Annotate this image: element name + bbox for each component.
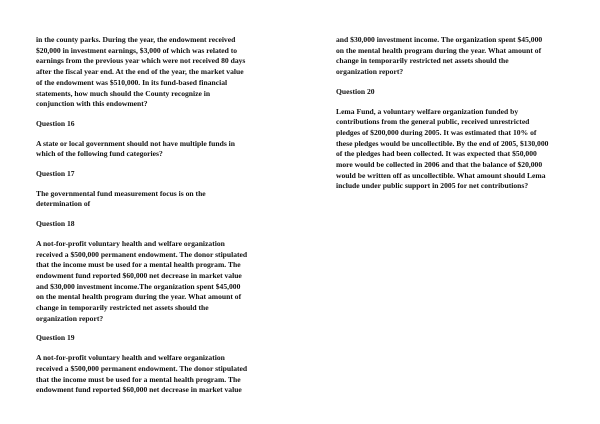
text-line: endowment fund reported $60,000 net decrease in market value	[36, 385, 242, 395]
text-line: of the pledges had been collected. It was expected that $50,000	[336, 149, 537, 159]
text-line: would be written off as uncollectible. What amount should Lema	[336, 170, 546, 180]
question-20-heading: Question 20	[336, 86, 375, 96]
text-line: $20,000 in investment earnings, $3,000 of which was related to	[36, 45, 238, 55]
question-19-continuation	[336, 35, 566, 78]
text-line: and $30,000 investment income.The organization spent $45,000	[36, 281, 241, 291]
right-column	[336, 35, 566, 192]
text-line: determination of	[36, 199, 91, 209]
text-line: A state or local government should not have multiple funds in	[36, 138, 236, 148]
question-16-heading: Question 16	[36, 118, 75, 128]
text-line: organization report?	[336, 67, 404, 77]
text-line: received a $500,000 permanent endowment. The donor stipulated	[36, 249, 248, 259]
text-line: and $30,000 investment income. The organization spent $45,000	[336, 35, 543, 44]
question-18-text	[36, 239, 294, 325]
question-20-text	[336, 107, 566, 193]
question-16-text	[36, 139, 294, 160]
question-19-text	[36, 353, 294, 396]
text-line: A not-for-profit voluntary health and welfare organization	[36, 353, 225, 363]
text-line: that the income must be used for a mental health program. The	[36, 374, 241, 384]
text-line: pledges of $200,000 during 2005. It was estimated that 10% of	[336, 127, 537, 137]
question-19-heading: Question 19	[36, 333, 75, 343]
text-line: A not-for-profit voluntary health and welfare organization	[36, 238, 225, 248]
text-line: statements, how much should the County recognize in	[36, 88, 211, 98]
text-line: Lema Fund, a voluntary welfare organization funded by	[336, 106, 519, 116]
text-line: change in temporarily restricted net assets should the	[336, 56, 509, 66]
text-line: contributions from the general public, received unrestricted	[336, 117, 530, 127]
text-line: include under public support in 2005 for net contributions?	[336, 181, 529, 191]
text-line: earnings from the previous year which were not received 80 days	[36, 56, 246, 66]
text-line: in the county parks. During the year, the endowment received	[36, 35, 236, 44]
text-line: on the mental health program during the year. What amount of	[36, 292, 242, 302]
text-line: received a $500,000 permanent endowment. The donor stipulated	[36, 363, 248, 373]
text-line: endowment fund reported $60,000 net decrease in market value	[36, 270, 242, 280]
left-column	[36, 35, 294, 396]
text-line: which of the following fund categories?	[36, 149, 163, 159]
question-17-heading: Question 17	[36, 169, 75, 179]
text-line: change in temporarily restricted net assets should the	[36, 303, 209, 313]
text-line: on the mental health program during the year. What amount of	[336, 45, 542, 55]
text-line: conjunction with this endowment?	[36, 99, 148, 109]
text-line: that the income must be used for a mental health program. The	[36, 260, 241, 270]
text-line: these pledges would be uncollectible. By the end of 2005, $130,000	[336, 138, 549, 148]
text-line: after the fiscal year end. At the end of the year, the market value	[36, 67, 244, 77]
question-18-heading: Question 18	[36, 219, 75, 229]
text-line: more would be collected in 2006 and that the balance of $20,000	[336, 160, 543, 170]
text-line: of the endowment was $510,000. In its fund-based financial	[36, 77, 228, 87]
text-line: The governmental fund measurement focus is on the	[36, 188, 206, 198]
question-17-text	[36, 189, 294, 210]
question-15-continuation	[36, 35, 294, 110]
text-line: organization report?	[36, 313, 104, 323]
